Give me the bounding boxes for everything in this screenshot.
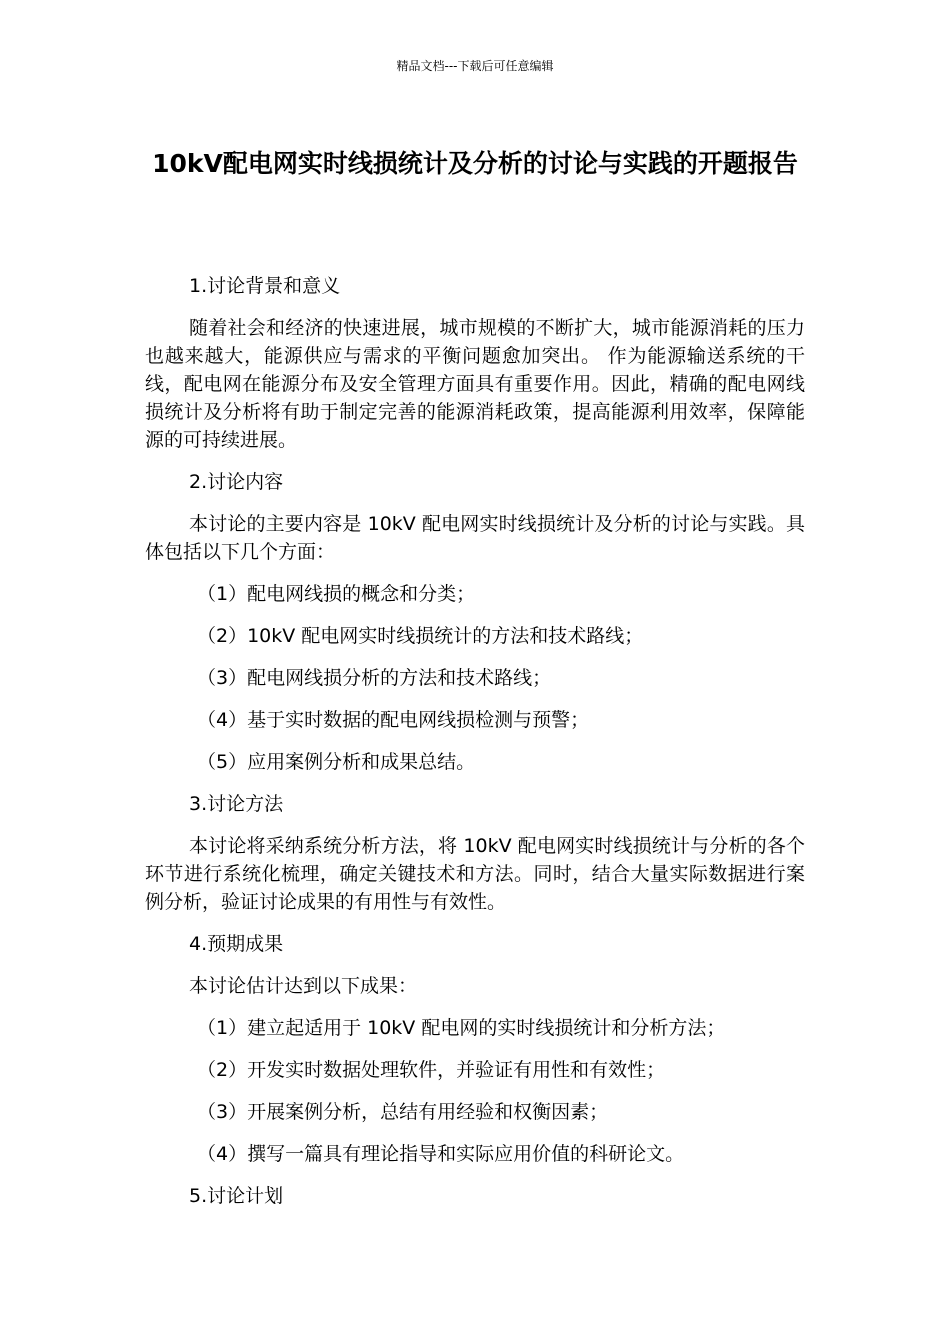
section-heading-outcomes: 4.预期成果 xyxy=(189,933,284,955)
section-paragraph-outcomes: 本讨论估计达到以下成果： xyxy=(189,975,418,997)
content-list-item: （2）10kV 配电网实时线损统计的方法和技术路线； xyxy=(197,625,644,647)
document-body xyxy=(145,272,805,1224)
content-list-item: （3）配电网线损分析的方法和技术路线； xyxy=(197,667,552,689)
content-list-item: （1）配电网线损的概念和分类； xyxy=(197,583,476,605)
section-paragraph-method: 本讨论将采纳系统分析方法，将 10kV 配电网实时线损统计与分析的各个环节进行系统化梳理，确定关键技术和方法。同时，结合大量实际数据进行案例分析，验证讨论成果的有用性与有效性。 xyxy=(145,835,805,913)
section-paragraph-content: 本讨论的主要内容是 10kV 配电网实时线损统计及分析的讨论与实践。具体包括以下几个方面： xyxy=(145,513,805,563)
page-header-note: 精品文档---下载后可任意编辑 xyxy=(396,59,554,73)
outcome-list-item: （1）建立起适用于 10kV 配电网的实时线损统计和分析方法； xyxy=(197,1017,726,1039)
section-heading-content: 2.讨论内容 xyxy=(189,471,284,493)
outcome-list-item: （2）开发实时数据处理软件，并验证有用性和有效性； xyxy=(197,1059,666,1081)
document-title: 10kV配电网实时线损统计及分析的讨论与实践的开题报告 xyxy=(152,149,798,178)
content-list-item: （5）应用案例分析和成果总结。 xyxy=(197,751,476,773)
outcome-list-item: （3）开展案例分析，总结有用经验和权衡因素； xyxy=(197,1101,609,1123)
section-heading-method: 3.讨论方法 xyxy=(189,793,284,815)
outcome-list-item: （4）撰写一篇具有理论指导和实际应用价值的科研论文。 xyxy=(197,1143,685,1165)
section-paragraph-background: 随着社会和经济的快速进展，城市规模的不断扩大，城市能源消耗的压力也越来越大，能源供应与需求的平衡问题愈加突出。 作为能源输送系统的干线，配电网在能源分布及安全管理方面具有重要作用。因此，精确的配电网线损统计及分析将有助于制定完善的能源消耗政策，提高能源利用效率，保障能源的可持续进展。 xyxy=(145,317,805,451)
section-heading-background: 1.讨论背景和意义 xyxy=(189,275,341,297)
section-heading-plan: 5.讨论计划 xyxy=(189,1185,284,1207)
content-list-item: （4）基于实时数据的配电网线损检测与预警； xyxy=(197,709,590,731)
